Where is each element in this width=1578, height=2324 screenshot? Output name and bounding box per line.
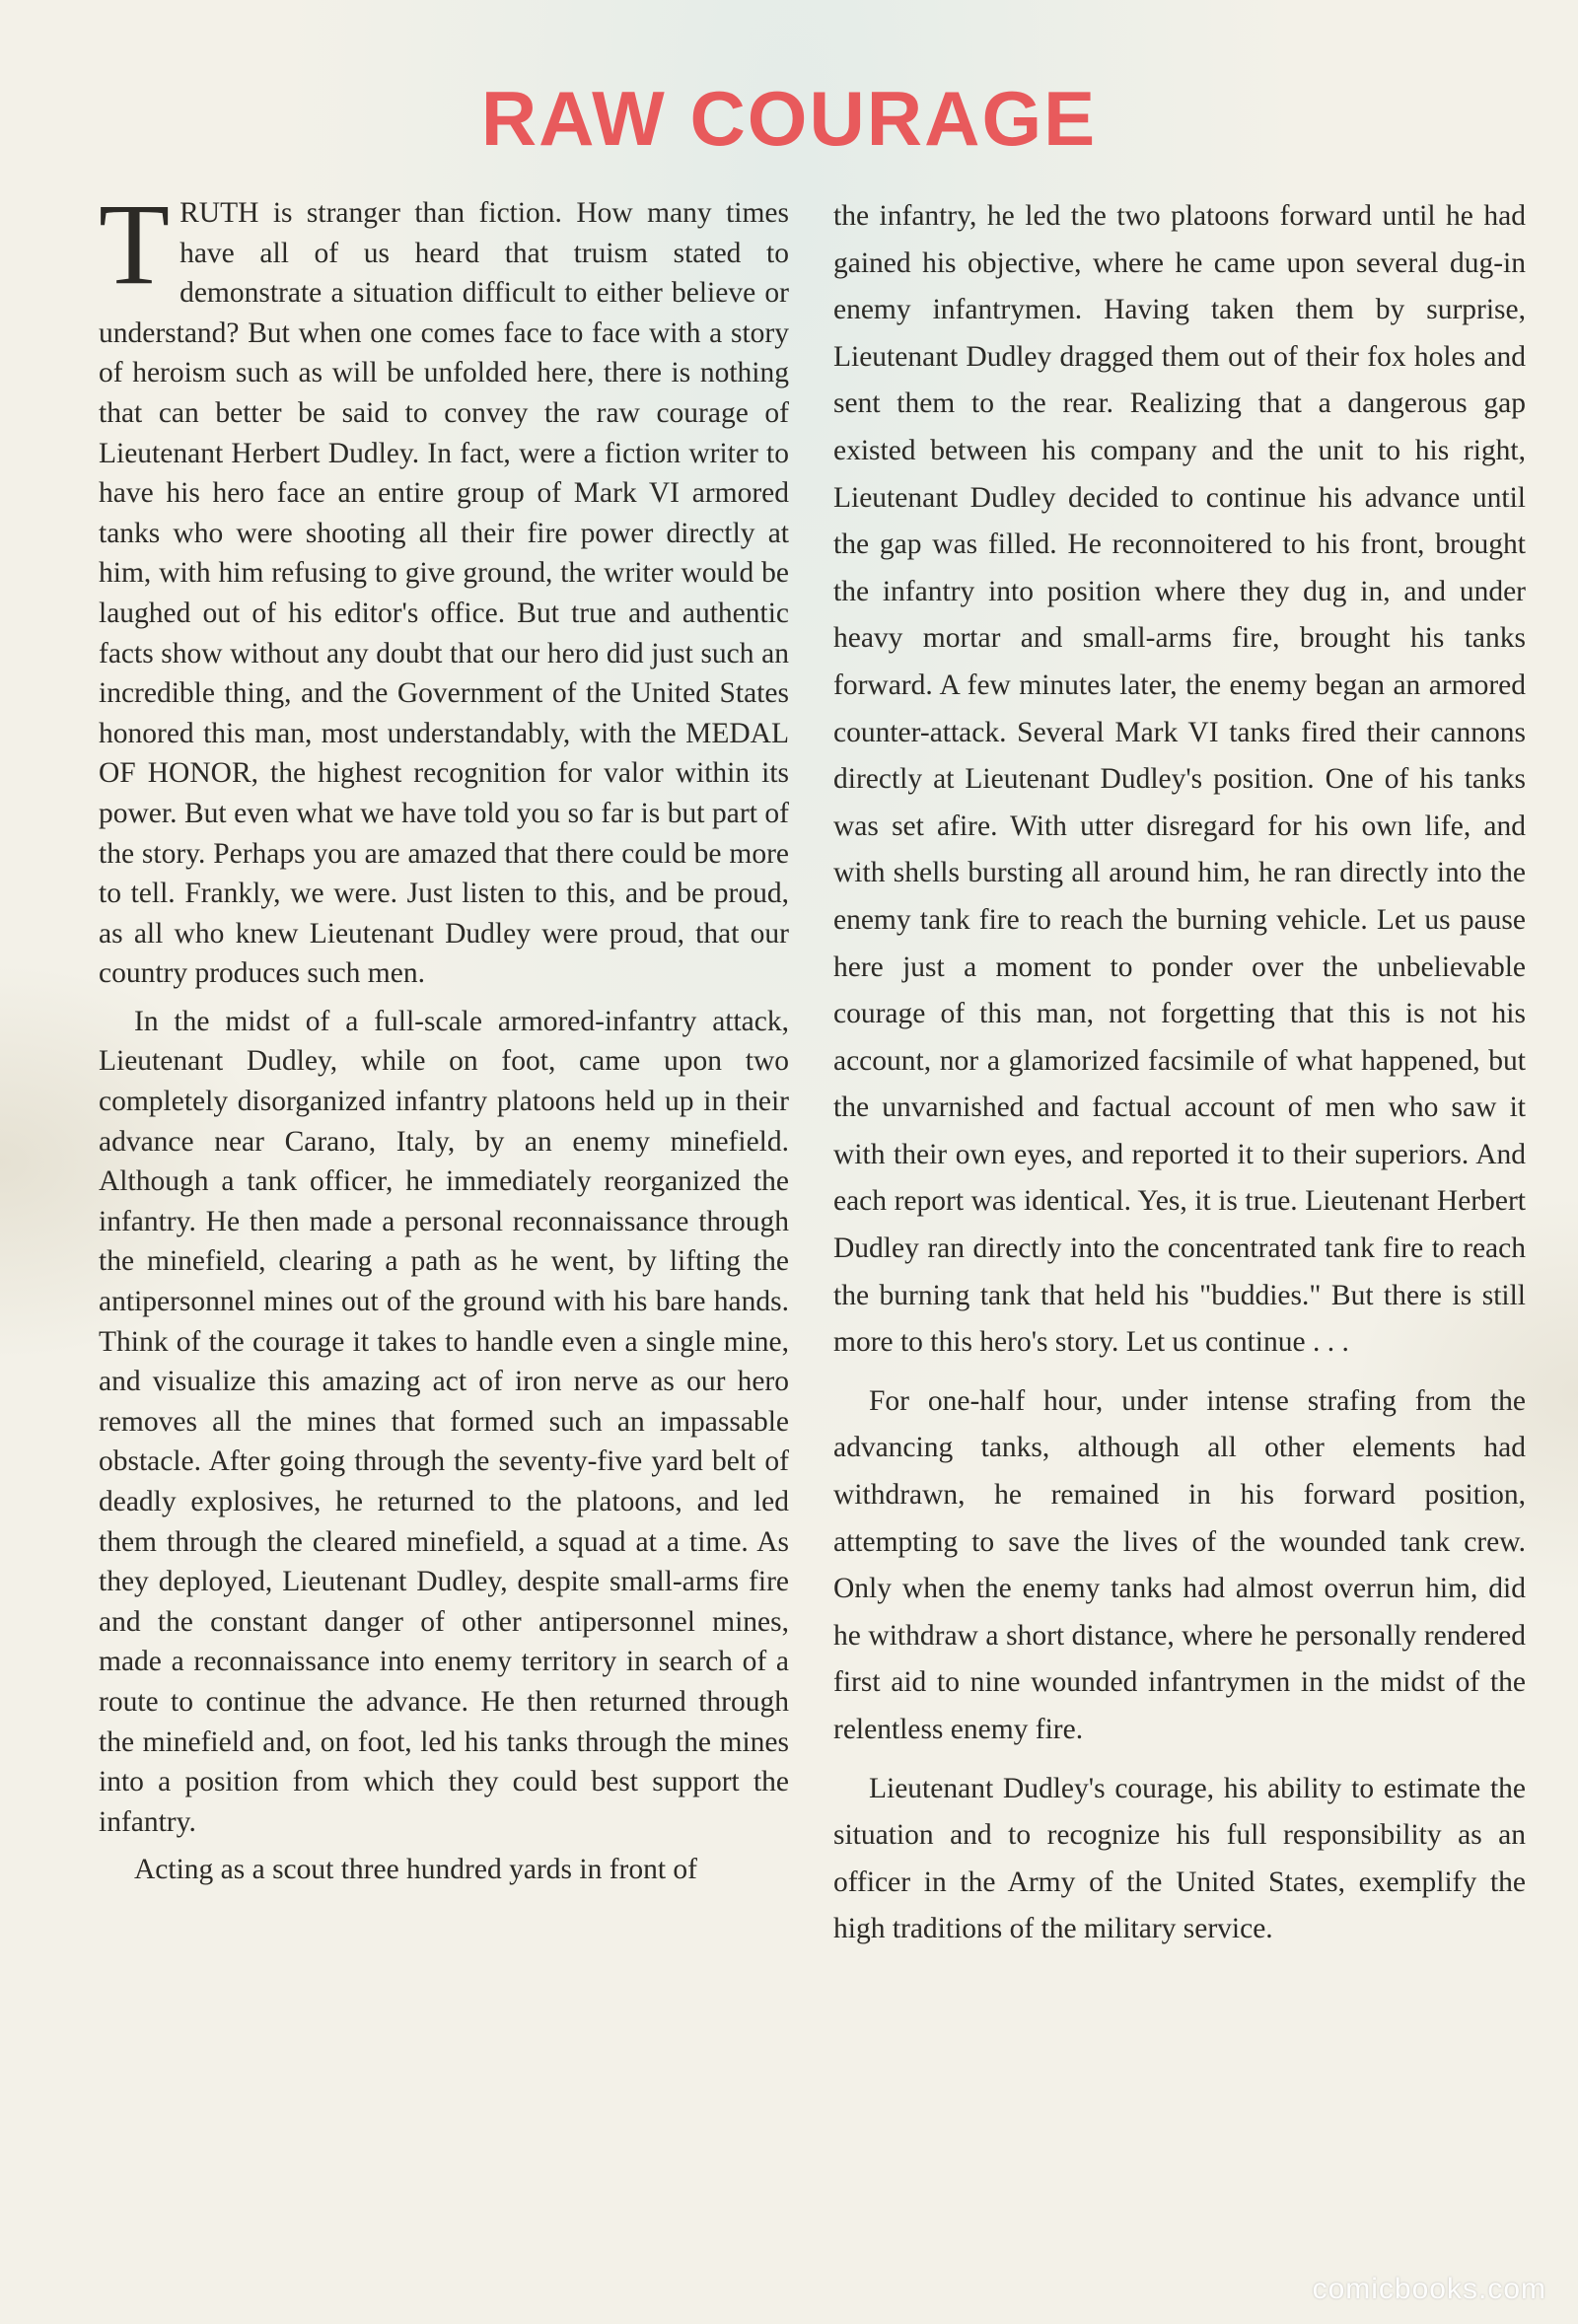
- article-paragraph: In the midst of a full-scale armored-infantry attack, Lieutenant Dudley, while on foot, came upon two completely disorganized infantry platoons held up in their advance near Carano, Italy, by an enemy minefield. Although a tank officer, he immediately reorganized the infantry. He then made a personal reconnaissance through the minefield, clearing a path as he went, by lifting the antipersonnel mines out of the ground with his bare hands. Think of the courage it takes to handle even a single mine, and visualize this amazing act of iron nerve as our hero removes all the mines that formed such an impassable obstacle. After going through the seventy-five yard belt of deadly explosives, he returned to the platoons, and led them through the cleared minefield, a squad at a time. As they deployed, Lieutenant Dudley, despite small-arms fire and the constant danger of other antipersonnel mines, made a reconnaissance into enemy territory in search of a route to continue the advance. He then returned through the minefield and, on foot, led his tanks through the mines into a position from which they could best support the infantry.: [99, 1005, 789, 1838]
- article-paragraph: [99, 179, 789, 994]
- page-title: RAW COURAGE: [480, 75, 1098, 162]
- article-column-right: [833, 193, 1526, 1953]
- drop-cap: T: [99, 179, 171, 309]
- article-paragraph: the infantry, he led the two platoons forward until he had gained his objective, where he came upon several dug-in enemy infantrymen. Having taken them by surprise, Lieutenant Dudley dragged them out of their fox holes and sent them to the rear. Realizing that a dangerous gap existed between his company and the unit to his right, Lieutenant Dudley decided to continue his advance until the gap was filled. He reconnoitered to his front, brought the infantry into position where they dug in, and under heavy mortar and small-arms fire, brought his tanks forward. A few minutes later, the enemy began an armored counter-attack. Several Mark VI tanks fired their cannons directly at Lieutenant Dudley's position. One of his tanks was set afire. With utter disregard for his own life, and with shells bursting all around him, he ran directly into the enemy tank fire to reach the burning vehicle. Let us pause here just a moment to ponder over the unbelievable courage of this man, not forgetting that this is not his account, nor a glamorized facsimile of what happened, but the unvarnished and factual account of men who saw it with their own eyes, and reported it to their superiors. And each report was identical. Yes, it is true. Lieutenant Herbert Dudley ran directly into the concentrated tank fire to reach the burning tank that held his "buddies." But there is still more to this hero's story. Let us continue . . .: [833, 200, 1526, 1359]
- article-paragraph: Lieutenant Dudley's courage, his ability to estimate the situation and to recognize his full responsibility as an officer in the Army of the United States, exemplify the high traditions of the military service.: [833, 1772, 1526, 1945]
- paragraph-text: RUTH is stranger than fiction. How many times have all of us heard that truism stated to demonstrate a situation difficult to either believe or understand? But when one comes face to face with a story of heroism such as will be unfolded here, there is nothing that can better be said to convey the raw courage of Lieutenant Herbert Dudley. In fact, were a fiction writer to have his hero face an entire group of Mark VI armored tanks who were shooting all their fire power directly at him, with him refusing to give ground, the writer would be laughed out of his editor's office. But true and authentic facts show without any doubt that our hero did just such an incredible thing, and the Government of the United States honored this man, most understandably, with the MEDAL OF HONOR, the highest recognition for valor within its power. But even what we have told you so far is but part of the story. Perhaps you are amazed that there could be more to tell. Frankly, we were. Just listen to this, and be proud, as all who knew Lieutenant Dudley were proud, that our country produces such men.: [99, 197, 789, 990]
- site-watermark: comicbooks.com: [1312, 2273, 1546, 2305]
- article-paragraph: Acting as a scout three hundred yards in front of: [134, 1854, 697, 1886]
- article-paragraph: For one-half hour, under intense strafing from the advancing tanks, although all other elements had withdrawn, he remained in his forward position, attempting to save the lives of the wounded tank crew. Only when the enemy tanks had almost overrun him, did he withdraw a short distance, where he personally rendered first aid to nine wounded infantrymen in the midst of the relentless enemy fire.: [833, 1384, 1526, 1745]
- article-column-left: [99, 179, 789, 1890]
